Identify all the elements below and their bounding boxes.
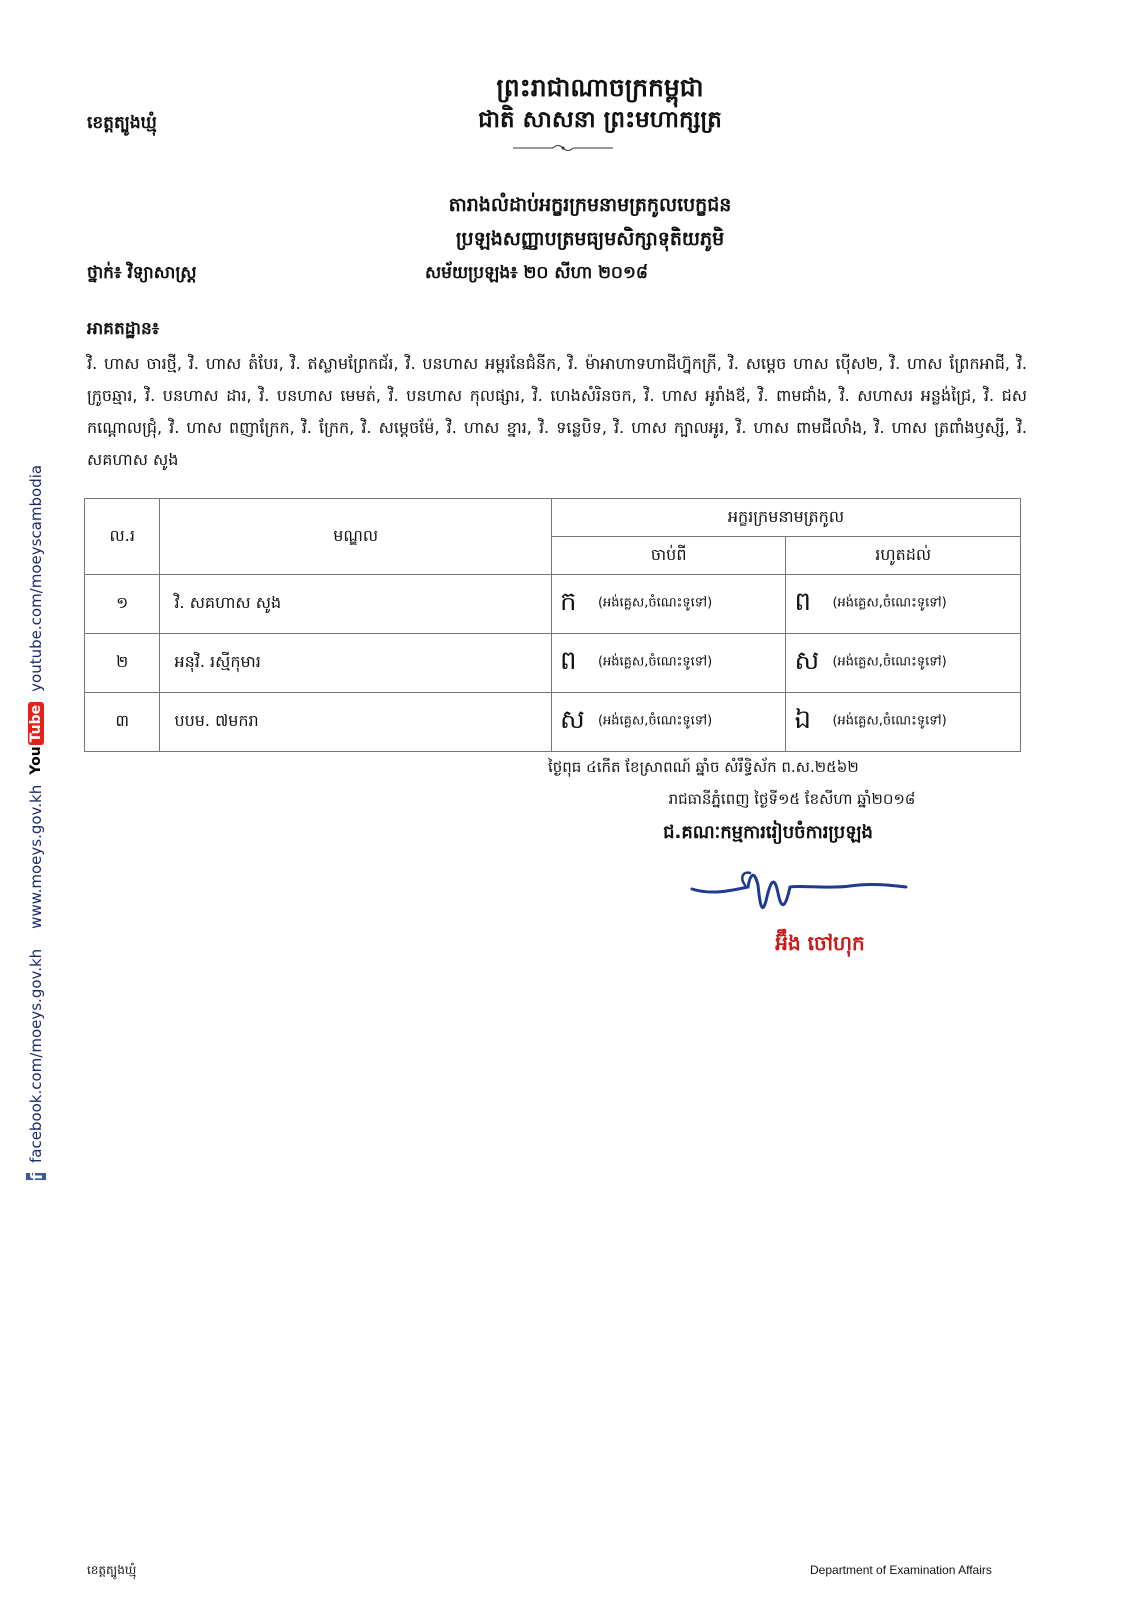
to-letter: ស [794,646,820,676]
to-note: (អង់គ្លេស,ចំណេះទូទៅ) [832,654,947,670]
header-center: មណ្ឌល [160,499,552,575]
table-row [85,575,1021,634]
to-letter: ព [794,587,811,617]
from-note: (អង់គ្លេស,ចំណេះទូទៅ) [597,654,713,670]
document-title [330,188,850,256]
title-line-1: តារាងលំដាប់អក្ខរក្រមនាមត្រកូលបេក្ខជន [448,194,732,216]
allocation-table [84,498,1021,752]
row-number: ២ [85,634,160,693]
row-from [551,575,786,634]
youtube-tube: Tube [28,702,44,746]
website-link[interactable]: www.moeys.gov.kh [27,784,45,929]
header-number: ល.រ [85,499,160,575]
row-from [551,634,786,693]
facebook-link[interactable]: facebook.com/moeys.gov.kh [27,948,45,1164]
row-center: បបម. ៧មករា [160,693,552,752]
to-note: (អង់គ្លេស,ចំណេះទូទៅ) [832,595,947,611]
row-number: ៣ [85,693,160,752]
session-label: សម័យប្រឡង៖ ២០ សីហា ២០១៨ [425,263,648,283]
youtube-icon [28,702,44,775]
row-center: អនុវិ. រស្មីកុមារ [160,634,552,693]
committee-title: ជ.គណៈកម្មការរៀបចំការប្រឡង [663,822,873,843]
row-center: វិ. សគហាស សូង [160,575,552,634]
signature-image [690,865,910,925]
header-to: រហូតដល់ [786,537,1021,575]
row-from [551,693,786,752]
row-number: ១ [85,575,160,634]
ornament-divider-icon [513,143,613,153]
table-row [85,634,1021,693]
from-letter: ស [559,705,585,735]
province-label: ខេត្តត្បូងឃ្មុំ [87,113,157,133]
from-note: (អង់គ្លេស,ចំណេះទូទៅ) [597,713,713,729]
sidebar-links [22,464,50,1180]
grade-label: ថ្នាក់៖ វិទ្យាសាស្ត្រ [87,263,197,283]
footer-province: ខេត្តត្បូងឃ្មុំ [87,1563,137,1577]
header-alphabet-group: អក្ខរក្រមនាមត្រកូល [551,499,1020,537]
facebook-icon: f [26,1173,46,1180]
footer-department: Department of Examination Affairs [810,1563,992,1577]
youtube-link[interactable]: youtube.com/moeyscambodia [27,464,45,692]
from-letter: ក [559,587,577,617]
kingdom-heading: ព្រះរាជាណាចក្រកម្ពុជា [496,73,704,102]
signer-name: អ៊ឹង ចៅហុក [775,931,865,955]
national-motto: ជាតិ សាសនា ព្រះមហាក្សត្រ [478,107,722,133]
youtube-you: You [28,746,44,775]
row-to [786,575,1021,634]
to-note: (អង់គ្លេស,ចំណេះទូទៅ) [832,713,947,729]
centers-list: វិ. ហាស ចារថ្មី, វិ. ហាស តំបែរ, វិ. ឥស្លាមព្រែកជ័រ, វិ. បនហាស អម្ពរនែជំនីក, វិ. ម៉ាអាហាទហាជីហ្វ៊ុកក្រី, វិ. សម្តេច ហាស ប៉ើស២, វិ. ហាស ព្រែកអាជី, វិ. ក្រូចឆ្មារ, វិ. បនហាស ដារ, វិ. បនហាស មេមត់, វិ. បនហាស កុលផ្សារ, វិ. ហេងសំរិនចក, វិ. ហាស អូរាំងឪ, វិ. ពាមជាំង, វិ. សហាសរ អន្លង់ជ្រៃ, វិ. ជស កណ្ដោលជ្រុំ, វិ. ហាស ពញាក្រែក, វិ. ក្រែក, វិ. សម្តេចម៉ែ, វិ. ហាស ខ្នារ, វិ. ទន្លេបិទ, វិ. ហាស ក្បាលអូរ, វិ. ហាស ពាមជីលាំង, វិ. ហាស ត្រពាំងឫស្សី, វិ. សគហាស សូង [87,354,1028,469]
header-from: ចាប់ពី [551,537,786,575]
to-letter: ឯ [794,705,811,735]
title-line-2: ប្រឡងសញ្ញាបត្រមធ្យមសិក្សាទុតិយភូមិ [455,228,725,250]
table-row [85,693,1021,752]
solar-date: រាជធានីភ្នំពេញ ថ្ងៃទី១៥ ខែសីហា ឆ្នាំ២០១៨ [668,790,916,808]
from-letter: ព [559,646,577,676]
centers-heading: អាគតដ្ឋាន៖ [87,319,160,339]
row-to [786,693,1021,752]
lunar-date: ថ្ងៃពុធ ៤កើត ខែស្រាពណ៍ ឆ្នាំច សំរឹទ្ធិស័ក ព.ស.២៥៦២ [548,758,859,776]
row-to [786,634,1021,693]
from-note: (អង់គ្លេស,ចំណេះទូទៅ) [597,595,713,611]
